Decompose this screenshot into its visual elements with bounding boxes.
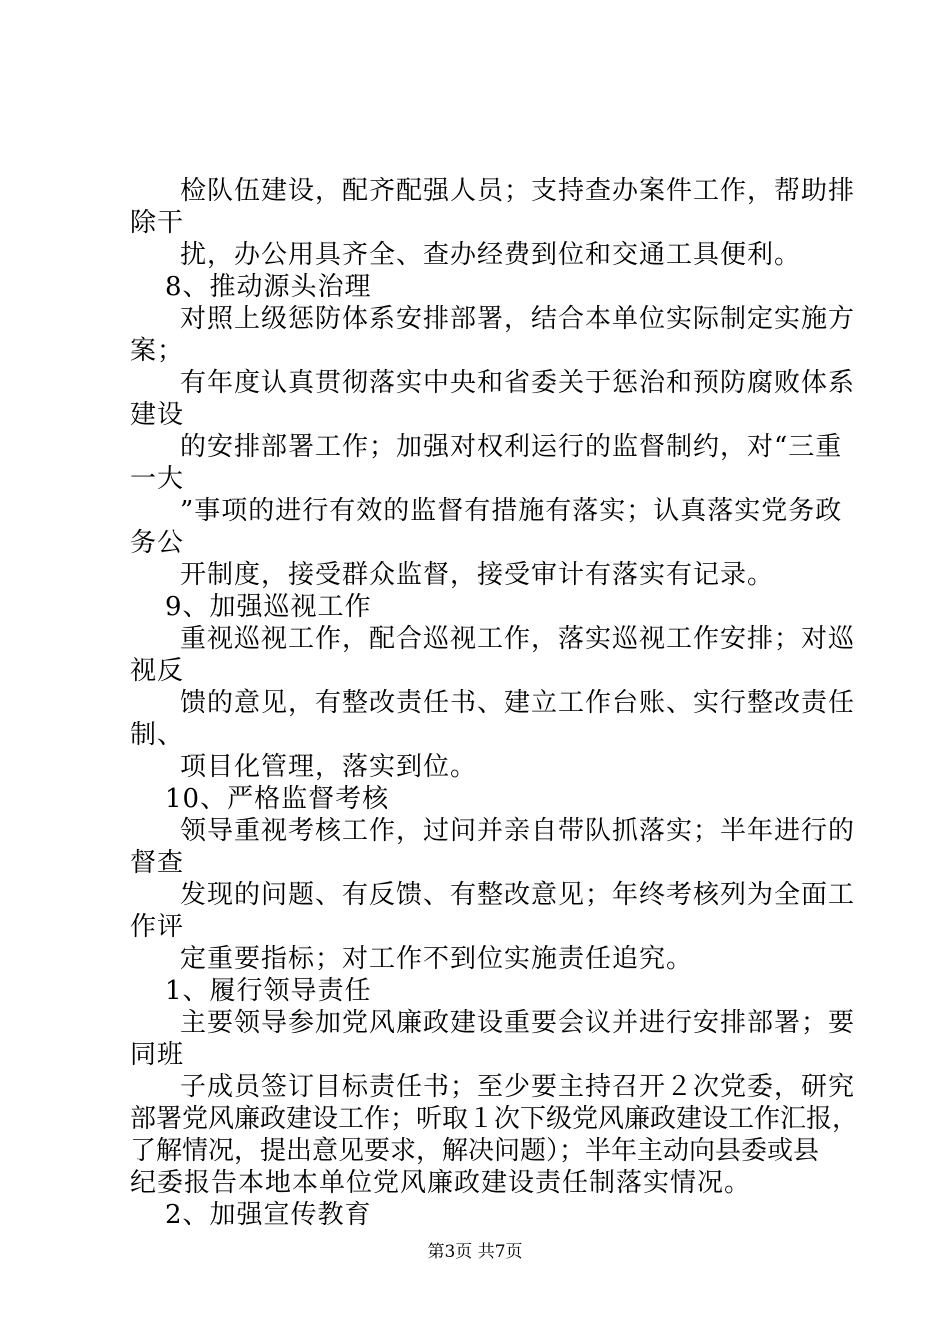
- text-line: 扰，办公用具齐全、查办经费到位和交通工具便利。: [180, 240, 802, 270]
- text-line: 馈的意见，有整改责任书、建立工作台账、实行整改责任: [180, 688, 856, 718]
- section-heading: 10、严格监督考核: [165, 784, 390, 814]
- text-line: 领导重视考核工作，过问并亲自带队抓落实；半年进行的: [180, 816, 856, 846]
- text-line: 务公: [130, 528, 185, 558]
- text-line: 制、: [130, 720, 185, 750]
- text-line: 督查: [130, 848, 185, 878]
- text-line: 子成员签订目标责任书；至少要主持召开２次党委，研究: [180, 1072, 856, 1102]
- text-line: 定重要指标；对工作不到位实施责任追究。: [180, 944, 694, 974]
- text-line: 同班: [130, 1040, 185, 1070]
- text-line: 案；: [130, 336, 185, 366]
- text-line: 除干: [130, 208, 185, 238]
- section-heading: 2、加强宣传教育: [165, 1200, 372, 1230]
- text-line: 对照上级惩防体系安排部署，结合本单位实际制定实施方: [180, 304, 856, 334]
- text-line: 有年度认真贯彻落实中央和省委关于惩治和预防腐败体系: [180, 368, 856, 398]
- text-line: 重视巡视工作，配合巡视工作，落实巡视工作安排；对巡: [180, 624, 856, 654]
- section-heading: 1、履行领导责任: [165, 976, 372, 1006]
- text-line: 项目化管理，落实到位。: [180, 752, 478, 782]
- text-line: 主要领导参加党风廉政建设重要会议并进行安排部署；要: [180, 1008, 856, 1038]
- text-line: 的安排部署工作；加强对权利运行的监督制约，对“三重: [180, 432, 843, 462]
- text-line: 作评: [130, 912, 185, 942]
- section-heading: 9、加强巡视工作: [165, 592, 372, 622]
- text-line: 一大: [130, 464, 185, 494]
- text-line: 视反: [130, 656, 185, 686]
- text-line: 发现的问题、有反馈、有整改意见；年终考核列为全面工: [180, 880, 856, 910]
- text-line: 检队伍建设，配齐配强人员；支持查办案件工作，帮助排: [180, 176, 856, 206]
- page-number-footer: 第3页 共7页: [427, 1242, 523, 1262]
- text-line: 部署党风廉政建设工作；听取１次下级党风廉政建设工作汇报，: [130, 1104, 859, 1134]
- text-line: 建设: [130, 400, 185, 430]
- text-line: 开制度，接受群众监督，接受审计有落实有记录。: [180, 560, 775, 590]
- text-line: 了解情况，提出意见要求，解决问题）；半年主动向县委或县: [130, 1136, 820, 1166]
- text-line: 纪委报告本地本单位党风廉政建设责任制落实情况。: [130, 1168, 752, 1198]
- text-line: ”事项的进行有效的监督有措施有落实；认真落实党务政: [180, 496, 843, 526]
- section-heading: 8、推动源头治理: [165, 272, 372, 302]
